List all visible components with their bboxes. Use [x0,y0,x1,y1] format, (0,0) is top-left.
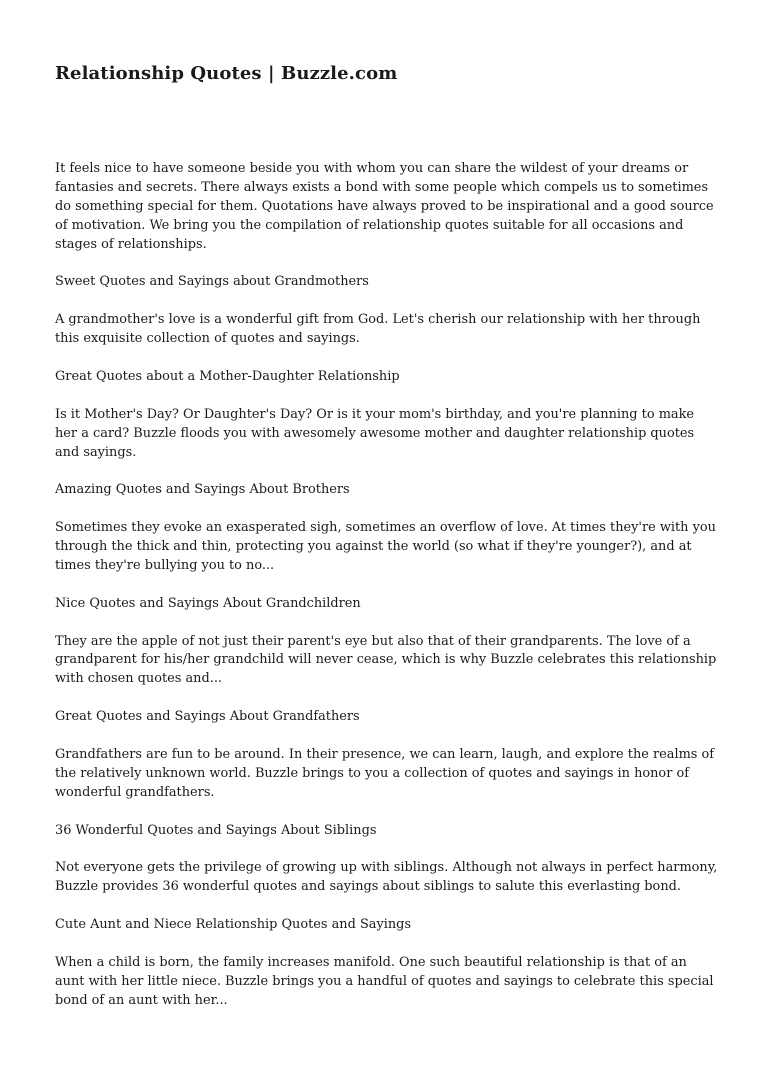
section-heading-grandchildren: Nice Quotes and Sayings About Grandchildren [55,595,361,611]
section-heading-grandmothers: Sweet Quotes and Sayings about Grandmothers [55,274,369,290]
section-summary-grandchildren: They are the apple of not just their parent's eye but also that of their grandparents. The love of a grandparent for his/her grandchild will never cease, which is why Buzzle celebrates this relationship with chosen quotes and... [55,633,717,687]
section-summary-grandfathers: Grandfathers are fun to be around. In their presence, we can learn, laugh, and explore the realms of the relatively unknown world. Buzzle brings to you a collection of quotes and sayings in honor of wonderful grandfathers. [55,746,715,800]
section-heading-siblings: 36 Wonderful Quotes and Sayings About Siblings [55,822,377,838]
section-summary-grandmothers: A grandmother's love is a wonderful gift from God. Let's cherish our relationship with her through this exquisite collection of quotes and sayings. [55,312,701,347]
section-summary-aunt-niece: When a child is born, the family increases manifold. One such beautiful relationship is that of an aunt with her little niece. Buzzle brings you a handful of quotes and sayings to celebrate this special bond of an aunt with her... [55,954,714,1008]
section-summary-siblings: Not everyone gets the privilege of growing up with siblings. Although not always in perfect harmony, Buzzle provides 36 wonderful quotes and sayings about siblings to salute this everlasting bond. [55,860,718,895]
section-heading-brothers: Amazing Quotes and Sayings About Brothers [55,482,350,498]
section-heading-aunt-niece: Cute Aunt and Niece Relationship Quotes and Sayings [55,917,412,933]
document-body [55,160,720,1029]
section-heading-grandfathers: Great Quotes and Sayings About Grandfathers [55,709,360,725]
intro-paragraph: It feels nice to have someone beside you with whom you can share the wildest of your dreams or fantasies and secrets. There always exists a bond with some people which compels us to sometimes do something special for them. Quotations have always proved to be inspirational and a good source of motivation. We bring you the compilation of relationship quotes suitable for all occasions and stages of relationships. [55,161,714,252]
section-heading-mother-daughter: Great Quotes about a Mother-Daughter Relationship [55,368,400,384]
section-summary-brothers: Sometimes they evoke an exasperated sigh, sometimes an overflow of love. At times they're with you through the thick and thin, protecting you against the world (so what if they're younger?), and at times they're bullying you to no... [55,520,716,573]
page-title: Relationship Quotes | Buzzle.com [55,63,398,84]
section-summary-mother-daughter: Is it Mother's Day? Or Daughter's Day? Or is it your mom's birthday, and you're planning to make her a card? Buzzle floods you with awesomely awesome mother and daughter relationship quotes and sayings. [55,406,695,460]
